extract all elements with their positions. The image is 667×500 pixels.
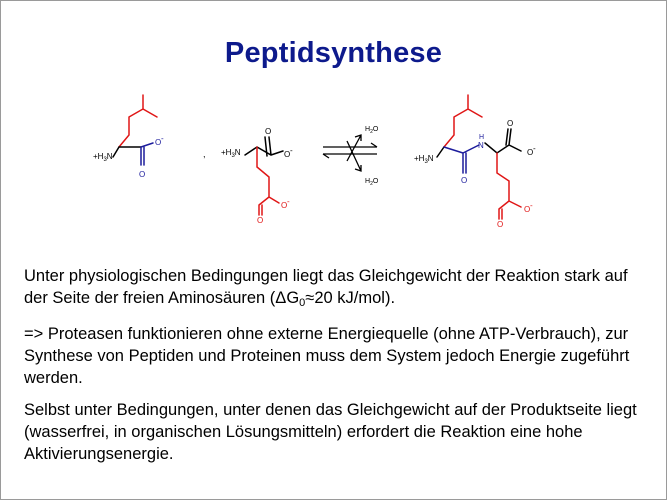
water-out-label: $H_2O$	[365, 126, 379, 135]
equilibrium-arrows	[323, 135, 377, 171]
leucine-carboxylate	[141, 143, 153, 165]
dipeptide-side-o-single: O	[524, 205, 531, 214]
leucine-o-single: O	[155, 138, 162, 147]
dipeptide-alpha-o-double: O	[507, 119, 514, 128]
paragraph-proteases: => Proteasen funktionieren ohne externe Energiequelle (ohne ATP-Verbrauch), zur Synthese von Peptiden und Proteinen muss dem System jedoch Energie zugeführt werden.	[24, 325, 630, 387]
glutamate-alpha-charge: -	[290, 146, 293, 155]
dipeptide-n: N	[478, 141, 484, 150]
leucine-charge: -	[161, 134, 164, 143]
dipeptide-amine-bond	[437, 147, 444, 157]
plus-sign: ,	[203, 149, 206, 159]
dipeptide-alpha-charge: -	[533, 144, 536, 153]
leucine-structure	[113, 95, 157, 165]
dipeptide-alpha-o-single: O	[527, 148, 534, 157]
dipeptide-leu-side-chain	[444, 95, 485, 147]
paragraph-equilibrium: Unter physiologischen Bedingungen liegt das Gleichgewicht der Reaktion stark auf der Seite der freien Aminosäuren ($\Delta G_0\approx 20$ kJ/mol).	[24, 267, 628, 309]
glutamate-backbone	[245, 137, 283, 156]
dipeptide-peptide-bond	[444, 145, 479, 173]
glutamate-side-charge: -	[287, 197, 290, 206]
glutamate-side-o-single: O	[281, 201, 288, 210]
leucine-amine: $+H_3N$	[93, 152, 113, 163]
water-in-label: $H_2O$	[365, 178, 379, 187]
glutamate-amine: $+H_3N$	[221, 148, 241, 159]
glutamate-alpha-o-double: O	[265, 127, 272, 136]
leucine-side-chain	[119, 95, 157, 147]
slide-title: Peptidsynthese	[224, 37, 443, 69]
glutamate-side-chain	[257, 147, 279, 215]
dipeptide-amine: $+H_3N$	[414, 154, 434, 165]
dipeptide-side-o-double: O	[497, 220, 504, 229]
peptide-reaction-scheme	[1, 81, 666, 231]
leucine-o-double: O	[139, 170, 146, 179]
dipeptide-structure	[437, 95, 521, 219]
glutamate-side-o-double: O	[257, 216, 264, 225]
dipeptide-amide-o: O	[461, 176, 468, 185]
dipeptide-side-charge: -	[530, 201, 533, 210]
dipeptide-glu-backbone	[485, 129, 521, 153]
dipeptide-glu-side-chain	[497, 153, 521, 219]
leucine-backbone	[113, 147, 141, 157]
dipeptide-nh-h: H	[479, 134, 485, 141]
paragraph-activation-energy: Selbst unter Bedingungen, unter denen das Gleichgewicht auf der Produktseite liegt (wasserfrei, in organischen Lösungsmitteln) erfordert die Reaktion eine hohe Aktivierungsenergie.	[24, 401, 637, 463]
glutamate-structure	[245, 137, 283, 215]
glutamate-alpha-o-single: O	[284, 150, 291, 159]
